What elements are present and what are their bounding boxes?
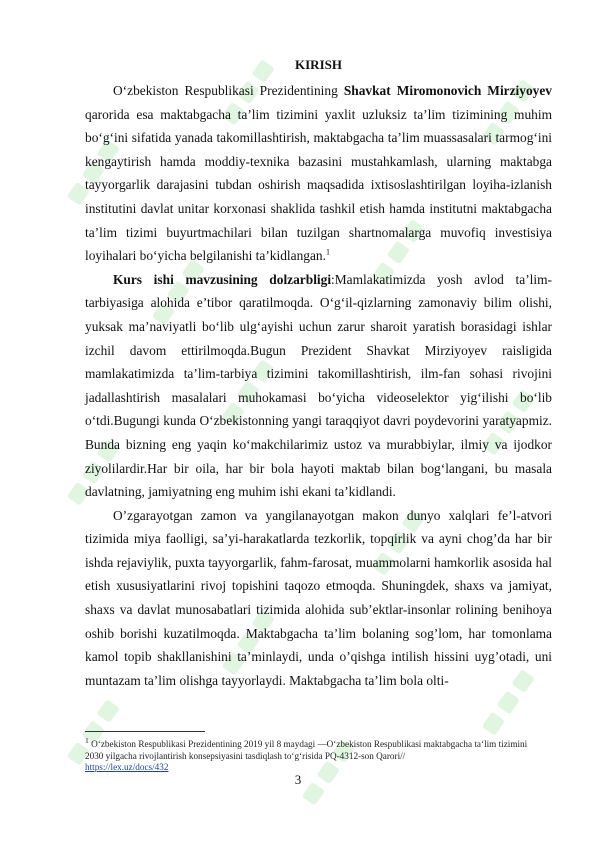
president-name: Shavkat Miromonovich Mirziyoyev xyxy=(343,83,552,98)
footnote-ref[interactable]: 1 xyxy=(325,247,330,257)
relevance-heading: Kurs ishi mavzusining dolzarbligi xyxy=(113,271,332,287)
intro-text-start: O‘zbekiston Respublikasi Prezidentining xyxy=(113,83,344,98)
section-title: KIRISH xyxy=(295,57,342,72)
footnote-number: 1 xyxy=(85,736,89,745)
relevance-text: :Mamlakatimizda yosh avlod ta’lim-tarbiyasiga alohida e’tibor qaratilmoqda. O‘g‘il-qizlarning zamonaviy bilim olishi, yuksak ma’naviyatli bo‘lib ulg‘ayishi uchun zarur sharoit yaratish borasidagi ishlar izchil davom ettirilmoqda.Bugun Prezident Shavkat Mirziyoyev raisligida mamlakatimizda ta’lim-tarbiya tizimini takomillashtirish, ilm-fan sohasi rivojini jadallashtirish masalalari muhokamasi bo‘yicha videoselektor yig‘ilishi bo‘lib o‘tdi.Bugungi kunda O‘zbekistonning yangi taraqqiyot davri poydevorini yaratyapmiz. Bunda bizning eng yaqin ko‘makchilarimiz ustoz va murabbiylar, ilmiy va ijodkor ziyolilardir.Har bir oila, har bir bola hayoti maktab bilan bog‘langani, bu masala davlatning, jamiyatning eng muhim ishi ekani ta’kidlandi. xyxy=(85,271,552,500)
footnote xyxy=(85,735,545,774)
footnote-link[interactable]: https://lex.uz/docs/432 xyxy=(85,762,169,773)
intro-text-body: qarorida esa maktabgacha ta’lim tizimini yaxlit uzluksiz ta’lim tizimining muhim bo‘g‘ini sifatida yanada takomillashtirish, maktabgacha ta’lim muassasalari tarmog‘ini kengaytirish hamda moddiy-texnika bazasini mustahkamlash, ularning maktabga tayyorgarlik darajasini tubdan oshirish maqsadida ixtisoslashtirilgan loyiha-izlanish institutini davlat unitar korxonasi shaklida tashkil etish hamda institutni maktabgacha ta’lim tizimi buyurtmachilari bilan tuzilgan shartnomalarga muvofiq investisiya loyihalari bo‘yicha belgilanishi ta’kidlangan. xyxy=(85,106,552,264)
modern-era-text: O’zgarayotgan zamon va yangilanayotgan makon dunyo xalqlari fe’l-atvori tizimida miya faolligi, sa’yi-harakatlarda tezkorlik, topqirlik va ayni chog’da har bir ishda rejaviylik, puxta tayyorgarlik, fahm-farosat, muammolarni hamkorlik asosida hal etish xususiyatlarini rivoj topishini taqozo etmoqda. Shuningdek, shaxs va jamiyat, shaxs va davlat munosabatlari tizimida alohida sub’ektlar-insonlar rolining benihoya oshib borishi kuzatilmoqda. Maktabgacha ta’lim bolaning sog’lom, har tomonlama kamol topib shakllanishini ta’minlaydi, unda o’qishga intilish hissini uyg’otadi, uni muntazam ta’lim olishga tayyorlaydi. Maktabgacha ta’lim bola olti- xyxy=(85,507,552,688)
paragraph-modern-era xyxy=(85,504,552,693)
main-content xyxy=(85,57,552,692)
paragraph-intro xyxy=(85,79,552,268)
footnote-divider xyxy=(85,731,205,732)
paragraph-relevance xyxy=(85,268,552,504)
footnote-text: O‘zbekiston Respublikasi Prezidentining 2019 yil 8 maydagi —O‘zbekiston Respublikasi maktabgacha ta‘lim tizimini 2030 yilgacha rivojlantirish konsepsiyasini tasdiqlash to‘g‘risida PQ-4312-son Qarori// xyxy=(85,739,528,761)
page-number: 3 xyxy=(294,772,302,787)
